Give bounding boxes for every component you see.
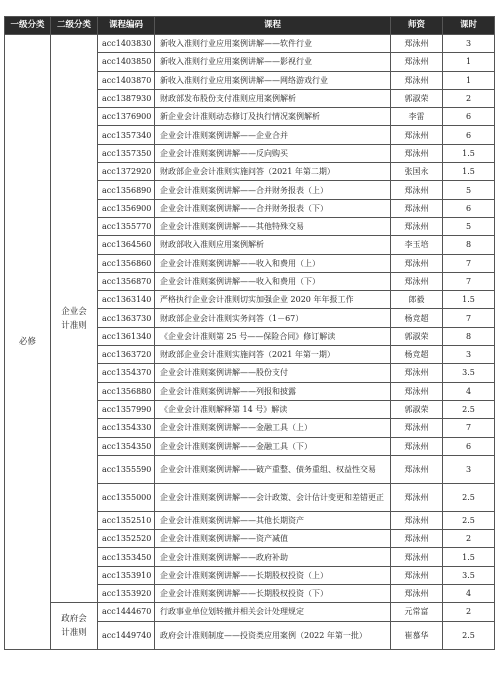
- teacher: 郭淑荣: [391, 400, 443, 418]
- course-name: 企业会计准则案例讲解——长期股权投资（下）: [155, 585, 391, 603]
- teacher: 郑泳州: [391, 548, 443, 566]
- course-name: 企业会计准则案例讲解——其他长期资产: [155, 511, 391, 529]
- course-code: acc1354350: [98, 437, 155, 455]
- teacher: 郑泳州: [391, 254, 443, 272]
- teacher: 郑泳州: [391, 483, 443, 511]
- teacher: 郑泳州: [391, 199, 443, 217]
- course-name: 新收入准则行业应用案例讲解——网络游戏行业: [155, 71, 391, 89]
- teacher: 郑泳州: [391, 53, 443, 71]
- hours: 7: [443, 419, 495, 437]
- course-code: acc1444670: [98, 603, 155, 621]
- course-name: 财政部收入准则应用案例解析: [155, 236, 391, 254]
- header-level1: 一级分类: [5, 17, 51, 35]
- course-code: acc1403850: [98, 53, 155, 71]
- course-code: acc1357990: [98, 400, 155, 418]
- course-code: acc1354370: [98, 364, 155, 382]
- hours: 7: [443, 254, 495, 272]
- teacher: 杨竞超: [391, 346, 443, 364]
- hours: 2: [443, 530, 495, 548]
- header-row: [5, 17, 495, 35]
- course-name: 企业会计准则案例讲解——收入和费用（下）: [155, 272, 391, 290]
- hours: 4: [443, 585, 495, 603]
- teacher: 郭淑荣: [391, 327, 443, 345]
- course-code: acc1355590: [98, 455, 155, 483]
- teacher: 郑泳州: [391, 144, 443, 162]
- course-code: acc1352520: [98, 530, 155, 548]
- course-name: 政府会计准则制度——投资类应用案例（2022 年第一批）: [155, 621, 391, 649]
- course-name: 企业会计准则案例讲解——会计政策、会计估计变更和差错更正: [155, 483, 391, 511]
- teacher: 崔慕华: [391, 621, 443, 649]
- course-code: acc1355000: [98, 483, 155, 511]
- hours: 3: [443, 35, 495, 53]
- teacher: 郑泳州: [391, 530, 443, 548]
- hours: 2: [443, 89, 495, 107]
- hours: 8: [443, 236, 495, 254]
- course-name: 企业会计准则案例讲解——政府补助: [155, 548, 391, 566]
- course-code: acc1352510: [98, 511, 155, 529]
- course-name: 企业会计准则案例讲解——反向购买: [155, 144, 391, 162]
- course-name: 《企业会计准则第 25 号——保险合同》修订解读: [155, 327, 391, 345]
- teacher: 郑泳州: [391, 35, 443, 53]
- course-name: 企业会计准则案例讲解——合并财务报表（下）: [155, 199, 391, 217]
- course-code: acc1403870: [98, 71, 155, 89]
- teacher: 郑泳州: [391, 272, 443, 290]
- course-code: acc1356890: [98, 181, 155, 199]
- course-name: 企业会计准则案例讲解——金融工具（下）: [155, 437, 391, 455]
- hours: 3: [443, 346, 495, 364]
- course-code: acc1353450: [98, 548, 155, 566]
- hours: 3: [443, 455, 495, 483]
- hours: 1.5: [443, 291, 495, 309]
- teacher: 郑泳州: [391, 71, 443, 89]
- course-code: acc1372920: [98, 163, 155, 181]
- teacher: 郑泳州: [391, 511, 443, 529]
- course-code: acc1364560: [98, 236, 155, 254]
- course-name: 企业会计准则案例讲解——破产重整、债务重组、权益性交易: [155, 455, 391, 483]
- course-name: 财政部企业会计准则实务问答（1－67）: [155, 309, 391, 327]
- hours: 4: [443, 382, 495, 400]
- course-name: 企业会计准则案例讲解——合并财务报表（上）: [155, 181, 391, 199]
- course-code: acc1355770: [98, 217, 155, 235]
- teacher: 郑泳州: [391, 181, 443, 199]
- course-name: 企业会计准则案例讲解——列报和披露: [155, 382, 391, 400]
- course-name: 新企业会计准则动态修订及执行情况案例解析: [155, 108, 391, 126]
- course-code: acc1363720: [98, 346, 155, 364]
- course-code: acc1353910: [98, 566, 155, 584]
- hours: 2.5: [443, 511, 495, 529]
- teacher: 元常富: [391, 603, 443, 621]
- teacher: 郑泳州: [391, 217, 443, 235]
- teacher: 李玉培: [391, 236, 443, 254]
- hours: 6: [443, 199, 495, 217]
- course-table: [4, 16, 495, 650]
- teacher: 郑泳州: [391, 585, 443, 603]
- hours: 2.5: [443, 483, 495, 511]
- course-code: acc1403830: [98, 35, 155, 53]
- hours: 3.5: [443, 364, 495, 382]
- hours: 5: [443, 217, 495, 235]
- header-level2: 二级分类: [51, 17, 98, 35]
- category-enterprise-standards: [51, 35, 98, 603]
- course-code: acc1353920: [98, 585, 155, 603]
- hours: 1.5: [443, 548, 495, 566]
- teacher: 郑泳州: [391, 455, 443, 483]
- course-name: 企业会计准则案例讲解——长期股权投资（上）: [155, 566, 391, 584]
- course-name: 财政部企业会计准则实施问答（2021 年第二期）: [155, 163, 391, 181]
- hours: 1.5: [443, 144, 495, 162]
- course-name: 财政部企业会计准则实施问答（2021 年第一期）: [155, 346, 391, 364]
- course-code: acc1361340: [98, 327, 155, 345]
- hours: 1.5: [443, 163, 495, 181]
- course-code: acc1387930: [98, 89, 155, 107]
- hours: 8: [443, 327, 495, 345]
- course-name: 企业会计准则案例讲解——股份支付: [155, 364, 391, 382]
- course-code: acc1356900: [98, 199, 155, 217]
- course-name: 企业会计准则案例讲解——企业合并: [155, 126, 391, 144]
- teacher: 郑泳州: [391, 382, 443, 400]
- course-name: 新收入准则行业应用案例讲解——影视行业: [155, 53, 391, 71]
- category-government-label: 政府会计准则: [61, 613, 87, 638]
- course-code: acc1357350: [98, 144, 155, 162]
- course-code: acc1354330: [98, 419, 155, 437]
- table-row: [5, 35, 495, 53]
- teacher: 郑泳州: [391, 437, 443, 455]
- hours: 7: [443, 272, 495, 290]
- course-code: acc1356860: [98, 254, 155, 272]
- course-name: 企业会计准则案例讲解——资产减值: [155, 530, 391, 548]
- course-name: 《企业会计准则解释第 14 号》解读: [155, 400, 391, 418]
- teacher: 郑泳州: [391, 419, 443, 437]
- hours: 5: [443, 181, 495, 199]
- course-name: 新收入准则行业应用案例讲解——软件行业: [155, 35, 391, 53]
- header-hours: 课时: [443, 17, 495, 35]
- hours: 6: [443, 437, 495, 455]
- course-name: 企业会计准则案例讲解——金融工具（上）: [155, 419, 391, 437]
- teacher: 郑泳州: [391, 364, 443, 382]
- hours: 1: [443, 53, 495, 71]
- course-code: acc1356880: [98, 382, 155, 400]
- hours: 6: [443, 108, 495, 126]
- teacher: 郭淑荣: [391, 89, 443, 107]
- course-name: 行政事业单位划转撤并相关会计处理规定: [155, 603, 391, 621]
- teacher: 郎毅: [391, 291, 443, 309]
- course-code: acc1356870: [98, 272, 155, 290]
- table-row: [5, 603, 495, 621]
- course-name: 企业会计准则案例讲解——收入和费用（上）: [155, 254, 391, 272]
- category-government-standards: [51, 603, 98, 649]
- header-course: 课程: [155, 17, 391, 35]
- hours: 2.5: [443, 400, 495, 418]
- hours: 3.5: [443, 566, 495, 584]
- course-code: acc1376900: [98, 108, 155, 126]
- course-code: acc1363140: [98, 291, 155, 309]
- course-code: acc1363730: [98, 309, 155, 327]
- teacher: 郑泳州: [391, 126, 443, 144]
- header-teacher: 师资: [391, 17, 443, 35]
- course-code: acc1449740: [98, 621, 155, 649]
- teacher: 郑泳州: [391, 566, 443, 584]
- teacher: 杨竞超: [391, 309, 443, 327]
- teacher: 张国永: [391, 163, 443, 181]
- course-name: 财政部发布股份支付准则应用案例解析: [155, 89, 391, 107]
- course-name: 企业会计准则案例讲解——其他特殊交易: [155, 217, 391, 235]
- hours: 2.5: [443, 621, 495, 649]
- course-name: 严格执行企业会计准则切实加强企业 2020 年年报工作: [155, 291, 391, 309]
- hours: 1: [443, 71, 495, 89]
- teacher: 李雷: [391, 108, 443, 126]
- category-level1: 必修: [5, 35, 51, 650]
- hours: 7: [443, 309, 495, 327]
- category-enterprise-label: 企业会计准则: [61, 306, 87, 331]
- hours: 2: [443, 603, 495, 621]
- course-code: acc1357340: [98, 126, 155, 144]
- header-code: 课程编码: [98, 17, 155, 35]
- hours: 6: [443, 126, 495, 144]
